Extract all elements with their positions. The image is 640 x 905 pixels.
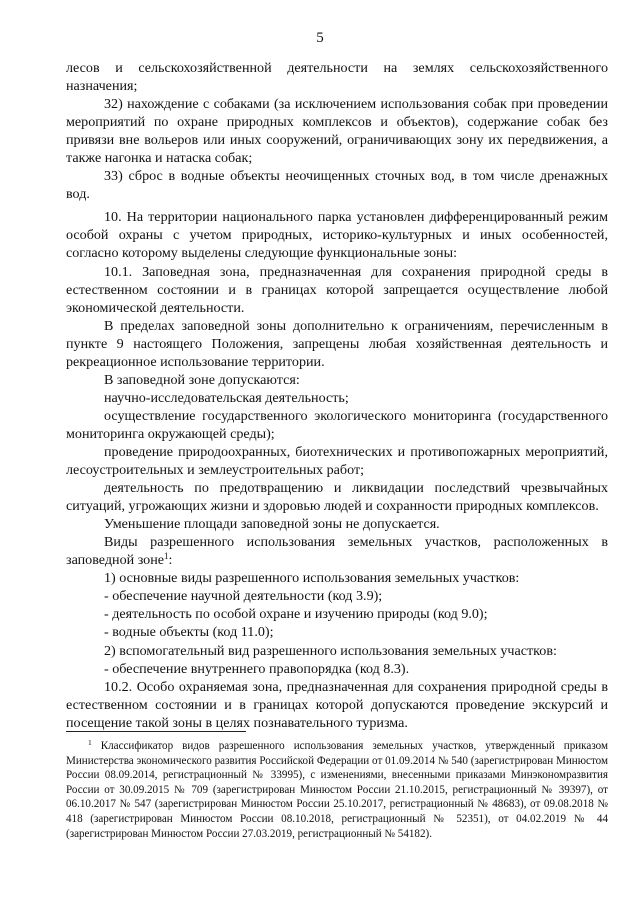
footnote-text bbox=[66, 739, 608, 841]
list-item: осуществление государственного экологического мониторинга (государственного мониторинга окружающей среды); bbox=[66, 407, 608, 442]
paragraph bbox=[66, 533, 608, 569]
list-item: - деятельность по особой охране и изучению природы (код 9.0); bbox=[104, 606, 488, 623]
paragraph: лесов и сельскохозяйственной деятельности на землях сельскохозяйственного назначения; bbox=[66, 60, 608, 95]
page-number: 5 bbox=[316, 30, 324, 46]
footnote-body: Классификатор видов разрешенного использования земельных участков, утвержденный приказом Министерства экономического развития Российской Федерации от 01.09.2014 № 540 (зарегистрирован Минюстом России 08.09.2014, регистрационный № 33995), с изменениями, внесенными приказами Минэкономразвития России от 30.09.2015 № 709 (зарегистрирован Минюстом России 21.10.2015, регистрационный № 39397), от 06.10.2017 № 547 (зарегистрирован Минюстом России 25.10.2017, регистрационный № 48683), от 09.08.2018 № 418 (зарегистрирован Минюстом России 08.10.2018, регистрационный № 52351), от 04.02.2019 № 44 (зарегистрирован Минюстом России 27.03.2019, регистрационный № 54182). bbox=[66, 740, 608, 840]
list-item: научно-исследовательская деятельность; bbox=[104, 389, 349, 406]
paragraph: Уменьшение площади заповедной зоны не допускается. bbox=[104, 516, 440, 533]
list-item: проведение природоохранных, биотехнических и противопожарных мероприятий, лесоустроительных и землеустроительных работ; bbox=[66, 443, 608, 479]
list-item: 1) основные виды разрешенного использования земельных участков: bbox=[104, 570, 520, 587]
paragraph-colon: : bbox=[168, 552, 173, 569]
paragraph: 33) сброс в водные объекты неочищенных сточных вод, в том числе дренажных вод. bbox=[66, 168, 608, 203]
list-item: - обеспечение внутреннего правопорядка (код 8.3). bbox=[104, 660, 410, 677]
paragraph: 10.1. Заповедная зона, предназначенная для сохранения природной среды в естественном состоянии и в границах которой запрещается осуществление любой экономической деятельности. bbox=[66, 263, 608, 316]
list-item: деятельность по предотвращению и ликвидации последствий чрезвычайных ситуаций, угрожающих жизни и здоровью людей и сохранности природных комплексов. bbox=[66, 480, 608, 515]
document-body bbox=[66, 59, 608, 732]
paragraph: В пределах заповедной зоны дополнительно к ограничениям, перечисленным в пункте 9 настоящего Положения, запрещены любая хозяйственная деятельность и рекреационное использование территории. bbox=[66, 317, 608, 370]
paragraph: В заповедной зоне допускаются: bbox=[104, 371, 300, 388]
list-item: 2) вспомогательный вид разрешенного использования земельных участков: bbox=[104, 642, 557, 659]
paragraph: 10.2. Особо охраняемая зона, предназначенная для сохранения природной среды в естественном состоянии и в границах которой допускаются проведение экскурсий и посещение такой зоны в целях познавательного туризма. bbox=[66, 678, 608, 731]
footnote bbox=[66, 739, 608, 841]
paragraph-text: Виды разрешенного использования земельных участков, расположенных в заповедной зоне bbox=[66, 534, 608, 569]
paragraph: 32) нахождение с собаками (за исключением использования собак при проведении мероприятий по охране природных комплексов и объектов), содержание собак без привязи вне вольеров или иных сооружений, ограничивающих зону их передвижения, а также нагонка и натаска собак; bbox=[66, 96, 608, 167]
list-item: - обеспечение научной деятельности (код 3.9); bbox=[104, 588, 383, 605]
paragraph: 10. На территории национального парка установлен дифференцированный режим особой охраны с учетом природных, историко-культурных и иных особенностей, согласно которому выделены следующие функциональные зоны: bbox=[66, 209, 608, 262]
footnote-reference: 1 bbox=[164, 551, 169, 562]
footnote-separator bbox=[66, 731, 246, 732]
footnote-marker: 1 bbox=[88, 738, 92, 747]
list-item: - водные объекты (код 11.0); bbox=[104, 624, 274, 641]
